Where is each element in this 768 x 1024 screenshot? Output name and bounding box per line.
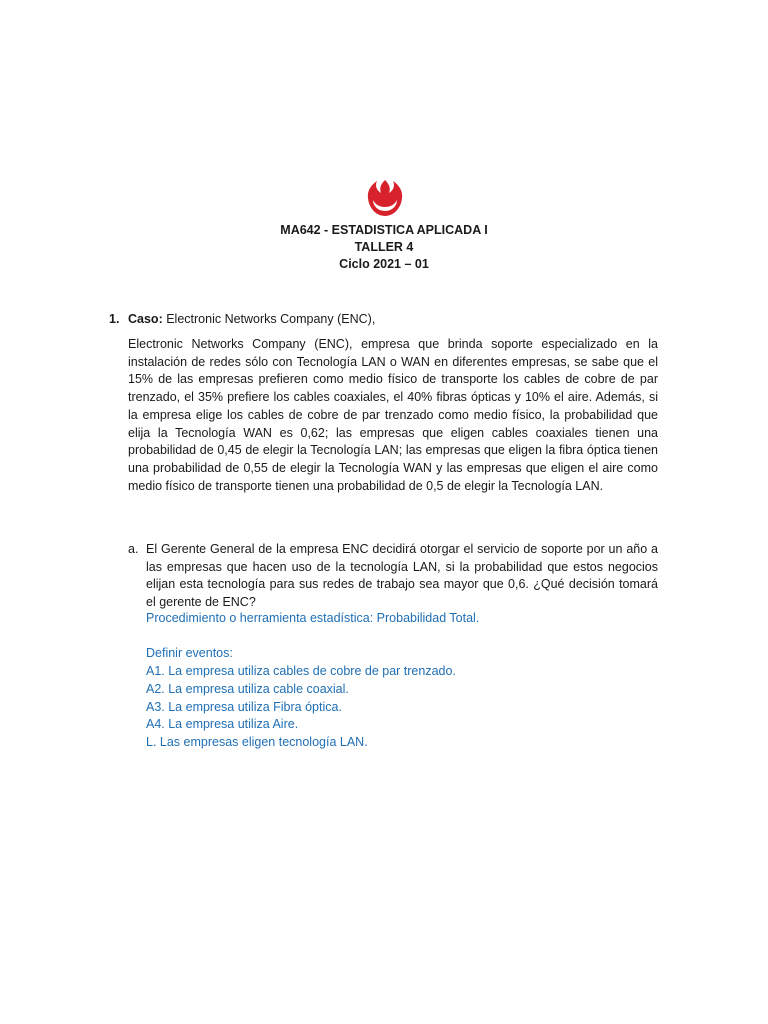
event-a3: A3. La empresa utiliza Fibra óptica.: [146, 699, 342, 714]
case-paragraph: Electronic Networks Company (ENC), empresa que brinda soporte especializado en la instalación de redes sólo con Tecnología LAN o WAN en diferentes empresas, se sabe que el 15% de las empresas prefieren como medio físico de transporte los cables de cobre de par trenzado, el 35% prefiere los cables coaxiales, el 40% fibras ópticas y 10% el aire. Además, si la empresa elige los cables de cobre de par trenzado como medio físico, la probabilidad que elija la Tecnología WAN es 0,62; las empresas que eligen cables coaxiales tienen una probabilidad de 0,45 de elegir la Tecnología LAN; las empresas que eligen la fibra óptica tienen una probabilidad de 0,55 de elegir la Tecnología WAN y las empresas que eligen el aire como medio físico de transporte tienen una probabilidad de 0,5 de elegir la Tecnología LAN.: [128, 337, 658, 493]
item-a-text: El Gerente General de la empresa ENC decidirá otorgar el servicio de soporte por un año a las empresas que hacen uso de la tecnología LAN, si la probabilidad que estos negocios elijan esta tecnología para sus redes de trabajo sea mayor que 0,6. ¿Qué decisión tomará el gerente de ENC?: [146, 542, 658, 610]
answer-block: [146, 610, 479, 752]
caso-title: Electronic Networks Company (ENC),: [162, 312, 376, 326]
event-l: L. Las empresas eligen tecnología LAN.: [146, 734, 368, 749]
question-number: 1.: [109, 312, 120, 326]
caso-label: Caso:: [128, 312, 163, 326]
course-title: MA642 - ESTADISTICA APLICADA I: [280, 223, 488, 237]
taller-title: TALLER 4: [354, 240, 414, 254]
question-item-a: [128, 541, 658, 612]
university-logo: [364, 178, 406, 218]
ciclo-title: Ciclo 2021 – 01: [339, 257, 429, 271]
blank-line: [146, 628, 479, 646]
question-1-heading: [109, 311, 375, 328]
event-a4: A4. La empresa utiliza Aire.: [146, 717, 299, 732]
definir-eventos-label: Definir eventos:: [146, 646, 233, 661]
event-a1: A1. La empresa utiliza cables de cobre de par trenzado.: [146, 664, 456, 679]
item-marker: a.: [128, 542, 139, 556]
procedimiento-line: Procedimiento o herramienta estadística: Probabilidad Total.: [146, 611, 480, 625]
event-a2: A2. La empresa utiliza cable coaxial.: [146, 681, 349, 696]
